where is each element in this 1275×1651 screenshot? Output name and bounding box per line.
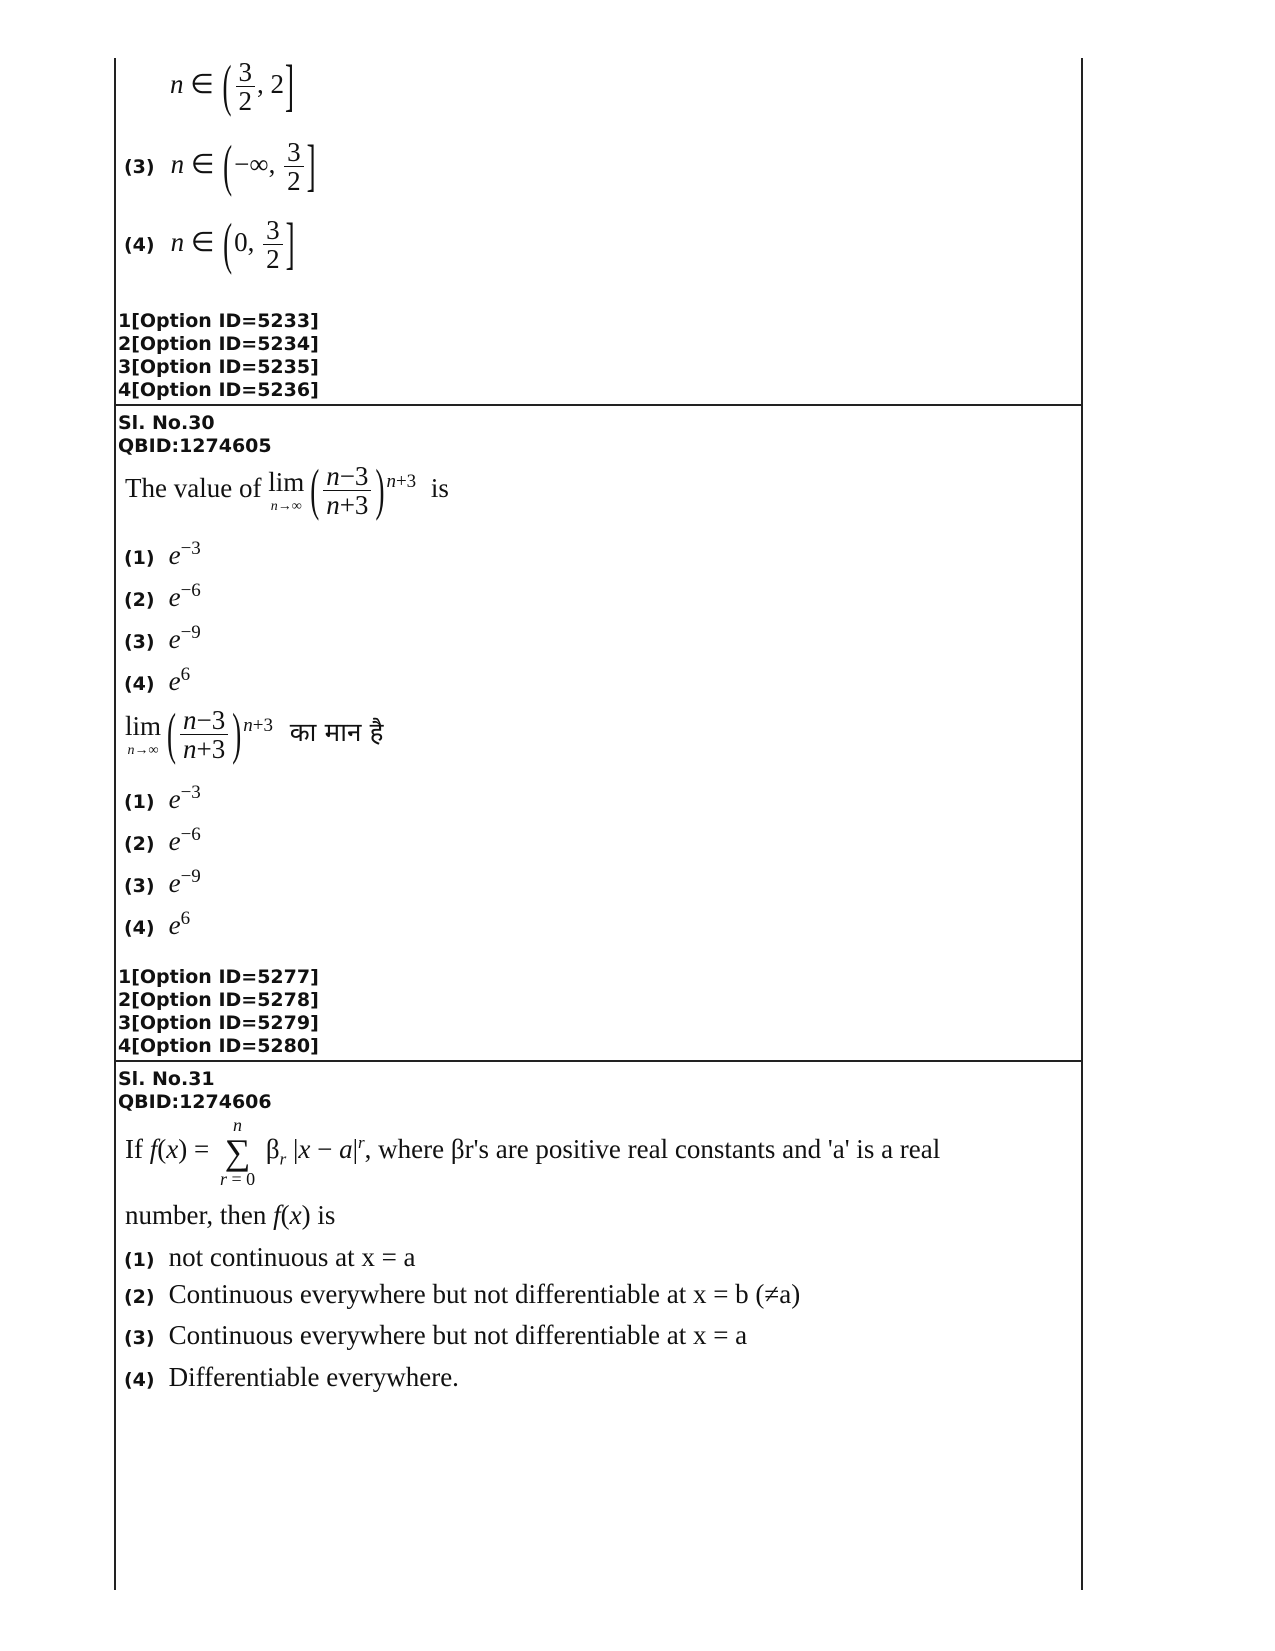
qbid: QBID:1274605 (118, 435, 272, 457)
question-table-frame (114, 54, 1083, 1590)
q30-question-hindi: lim n→∞ ( $\frac{n-3}{n+3}$ ) $^{n+3}$ का मान है (125, 702, 384, 766)
q31-header (118, 1068, 272, 1114)
q29-option-3: (3) n ∈ (−∞, $\frac{3}{2}$ ] (124, 134, 316, 198)
q29-option-ids: 1[Option ID=5233] 2[Option ID=5234] 3[Option ID=5235] 4[Option ID=5236] (118, 310, 319, 401)
q30-option-2: (2) $e^{-6}$ (124, 580, 201, 612)
q31-option-1: (1) not continuous at x = a (124, 1242, 416, 1272)
q30-option-1: (1) $e^{-3}$ (124, 538, 201, 570)
q30-option-4: (4) $e^6$ (124, 664, 191, 696)
q30-question: The value of lim n→∞ ( $\frac{n-3}{n+3}$ ) $^{n+3}$ is (125, 458, 449, 522)
q31-question-line2: number, then f(x) is (125, 1200, 336, 1230)
serial-number: Sl. No.30 (118, 412, 215, 434)
qbid: QBID:1274606 (118, 1091, 272, 1113)
row-divider (114, 1060, 1083, 1062)
q30-hindi-option-1: (1) $e^{-3}$ (124, 782, 201, 814)
q30-header (118, 412, 272, 458)
q31-option-3: (3) Continuous everywhere but not differentiable at x = a (124, 1320, 748, 1350)
q29-option-2: n ∈ ( $\frac{3}{2}$ , 2] (170, 54, 295, 118)
q31-question-line1: If f(x) = n ∑ r = 0 $\beta_r$ $|x - a|^r$, where βr's are positive real constants and 'a' is a real (125, 1115, 941, 1189)
q29-option-4: (4) n ∈ (0, $\frac{3}{2}$ ] (124, 212, 295, 276)
q31-option-4: (4) Differentiable everywhere. (124, 1362, 459, 1392)
q30-option-3: (3) $e^{-9}$ (124, 622, 201, 654)
q30-hindi-option-4: (4) $e^6$ (124, 908, 191, 940)
q30-hindi-option-3: (3) $e^{-9}$ (124, 866, 201, 898)
row-divider (114, 404, 1083, 406)
q30-option-ids: 1[Option ID=5277] 2[Option ID=5278] 3[Option ID=5279] 4[Option ID=5280] (118, 966, 319, 1057)
q30-hindi-option-2: (2) $e^{-6}$ (124, 824, 201, 856)
serial-number: Sl. No.31 (118, 1068, 215, 1090)
q31-option-2: (2) Continuous everywhere but not differentiable at x = b (≠a) (124, 1279, 801, 1309)
